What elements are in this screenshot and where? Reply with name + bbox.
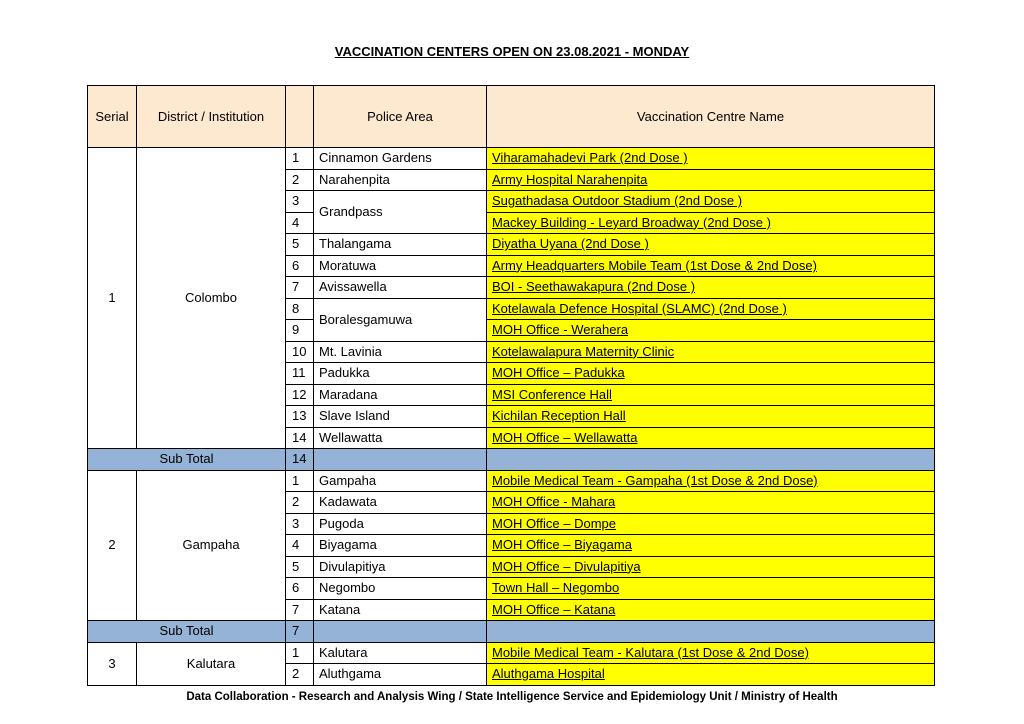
centre-name-cell — [487, 470, 935, 492]
police-area-cell: Grandpass — [314, 191, 487, 234]
subtotal-count: 7 — [286, 621, 314, 643]
subtotal-empty-cell — [314, 449, 487, 471]
row-number-cell: 6 — [286, 255, 314, 277]
police-area-cell: Aluthgama — [314, 664, 487, 686]
centre-name-text: Sugathadasa Outdoor Stadium (2nd Dose ) — [492, 193, 743, 209]
district-cell: Kalutara — [137, 642, 286, 685]
header-serial: Serial — [88, 86, 137, 148]
table-body — [88, 148, 935, 686]
police-area-cell: Gampaha — [314, 470, 487, 492]
centre-name-cell — [487, 255, 935, 277]
subtotal-row — [88, 621, 935, 643]
page-title: VACCINATION CENTERS OPEN ON 23.08.2021 - MONDAY — [334, 44, 690, 59]
centre-name-cell — [487, 341, 935, 363]
centre-name-text: MOH Office – Katana — [492, 601, 616, 617]
centre-name-text: Mobile Medical Team - Gampaha (1st Dose & 2nd Dose) — [492, 472, 818, 488]
centre-name-cell — [487, 212, 935, 234]
row-number-cell: 2 — [286, 664, 314, 686]
subtotal-empty-cell — [314, 621, 487, 643]
police-area-cell: Avissawella — [314, 277, 487, 299]
row-number-cell: 11 — [286, 363, 314, 385]
subtotal-label: Sub Total — [88, 621, 286, 643]
centre-name-text: Mackey Building - Leyard Broadway (2nd Dose ) — [492, 214, 771, 230]
row-number-cell: 7 — [286, 599, 314, 621]
centre-name-cell — [487, 169, 935, 191]
subtotal-label: Sub Total — [88, 449, 286, 471]
footer-credits: Data Collaboration - Research and Analysis Wing / State Intelligence Service and Epidemiology Unit / Ministry of Health — [186, 691, 838, 703]
centre-name-text: MOH Office – Wellawatta — [492, 429, 638, 445]
centre-name-text: Army Hospital Narahenpita — [492, 171, 648, 187]
police-area-cell: Cinnamon Gardens — [314, 148, 487, 170]
centre-name-text: MOH Office – Dompe — [492, 515, 617, 531]
subtotal-row — [88, 449, 935, 471]
centre-name-cell — [487, 492, 935, 514]
police-area-cell: Pugoda — [314, 513, 487, 535]
police-area-cell: Katana — [314, 599, 487, 621]
centre-name-cell — [487, 363, 935, 385]
row-number-cell: 13 — [286, 406, 314, 428]
district-cell: Gampaha — [137, 470, 286, 621]
row-number-cell: 4 — [286, 535, 314, 557]
police-area-cell: Maradana — [314, 384, 487, 406]
centre-name-text: Kotelawala Defence Hospital (SLAMC) (2nd Dose ) — [492, 300, 787, 316]
centre-name-cell — [487, 599, 935, 621]
police-area-cell: Negombo — [314, 578, 487, 600]
row-number-cell: 6 — [286, 578, 314, 600]
police-area-cell: Slave Island — [314, 406, 487, 428]
subtotal-empty-cell — [487, 621, 935, 643]
centre-name-cell — [487, 578, 935, 600]
police-area-cell: Kadawata — [314, 492, 487, 514]
row-number-cell: 12 — [286, 384, 314, 406]
centre-name-cell — [487, 298, 935, 320]
centre-name-text: Kotelawalapura Maternity Clinic — [492, 343, 675, 359]
centre-name-text: Mobile Medical Team - Kalutara (1st Dose & 2nd Dose) — [492, 644, 809, 660]
header-district: District / Institution — [137, 86, 286, 148]
centre-name-cell — [487, 642, 935, 664]
police-area-cell: Mt. Lavinia — [314, 341, 487, 363]
police-area-cell: Boralesgamuwa — [314, 298, 487, 341]
centre-name-text: Diyatha Uyana (2nd Dose ) — [492, 236, 649, 252]
police-area-cell: Padukka — [314, 363, 487, 385]
row-number-cell: 10 — [286, 341, 314, 363]
header-police-area: Police Area — [314, 86, 487, 148]
header-blank — [286, 86, 314, 148]
serial-cell: 3 — [88, 642, 137, 685]
centre-name-text: Aluthgama Hospital — [492, 666, 605, 682]
table-row — [88, 470, 935, 492]
centre-name-text: Viharamahadevi Park (2nd Dose ) — [492, 150, 688, 166]
police-area-cell: Kalutara — [314, 642, 487, 664]
police-area-cell: Biyagama — [314, 535, 487, 557]
centre-name-cell — [487, 535, 935, 557]
row-number-cell: 5 — [286, 234, 314, 256]
centre-name-cell — [487, 556, 935, 578]
centre-name-text: MOH Office - Mahara — [492, 494, 616, 510]
subtotal-count: 14 — [286, 449, 314, 471]
centre-name-cell — [487, 320, 935, 342]
header-centre-name: Vaccination Centre Name — [487, 86, 935, 148]
row-number-cell: 1 — [286, 642, 314, 664]
centre-name-text: MOH Office - Werahera — [492, 322, 629, 338]
centre-name-cell — [487, 664, 935, 686]
centre-name-cell — [487, 234, 935, 256]
row-number-cell: 9 — [286, 320, 314, 342]
centre-name-cell — [487, 384, 935, 406]
centre-name-text: Army Headquarters Mobile Team (1st Dose & 2nd Dose) — [492, 257, 817, 273]
centre-name-text: BOI - Seethawakapura (2nd Dose ) — [492, 279, 696, 295]
serial-cell: 1 — [88, 148, 137, 449]
row-number-cell: 3 — [286, 513, 314, 535]
centre-name-text: MOH Office – Divulapitiya — [492, 558, 641, 574]
row-number-cell: 8 — [286, 298, 314, 320]
centre-name-cell — [487, 148, 935, 170]
police-area-cell: Divulapitiya — [314, 556, 487, 578]
row-number-cell: 14 — [286, 427, 314, 449]
vaccination-centers-table — [87, 85, 935, 686]
centre-name-text: MSI Conference Hall — [492, 386, 612, 402]
table-row — [88, 148, 935, 170]
centre-name-cell — [487, 513, 935, 535]
police-area-cell: Wellawatta — [314, 427, 487, 449]
row-number-cell: 7 — [286, 277, 314, 299]
row-number-cell: 1 — [286, 470, 314, 492]
centre-name-cell — [487, 406, 935, 428]
centre-name-cell — [487, 427, 935, 449]
centre-name-text: Town Hall – Negombo — [492, 580, 620, 596]
police-area-cell: Thalangama — [314, 234, 487, 256]
centre-name-text: MOH Office – Biyagama — [492, 537, 632, 553]
row-number-cell: 2 — [286, 492, 314, 514]
row-number-cell: 5 — [286, 556, 314, 578]
row-number-cell: 1 — [286, 148, 314, 170]
serial-cell: 2 — [88, 470, 137, 621]
police-area-cell: Narahenpita — [314, 169, 487, 191]
centre-name-text: Kichilan Reception Hall — [492, 408, 626, 424]
row-number-cell: 3 — [286, 191, 314, 213]
subtotal-empty-cell — [487, 449, 935, 471]
district-cell: Colombo — [137, 148, 286, 449]
row-number-cell: 4 — [286, 212, 314, 234]
centre-name-cell — [487, 191, 935, 213]
row-number-cell: 2 — [286, 169, 314, 191]
centre-name-cell — [487, 277, 935, 299]
centre-name-text: MOH Office – Padukka — [492, 365, 625, 381]
police-area-cell: Moratuwa — [314, 255, 487, 277]
table-row — [88, 642, 935, 664]
header-row — [88, 86, 935, 148]
